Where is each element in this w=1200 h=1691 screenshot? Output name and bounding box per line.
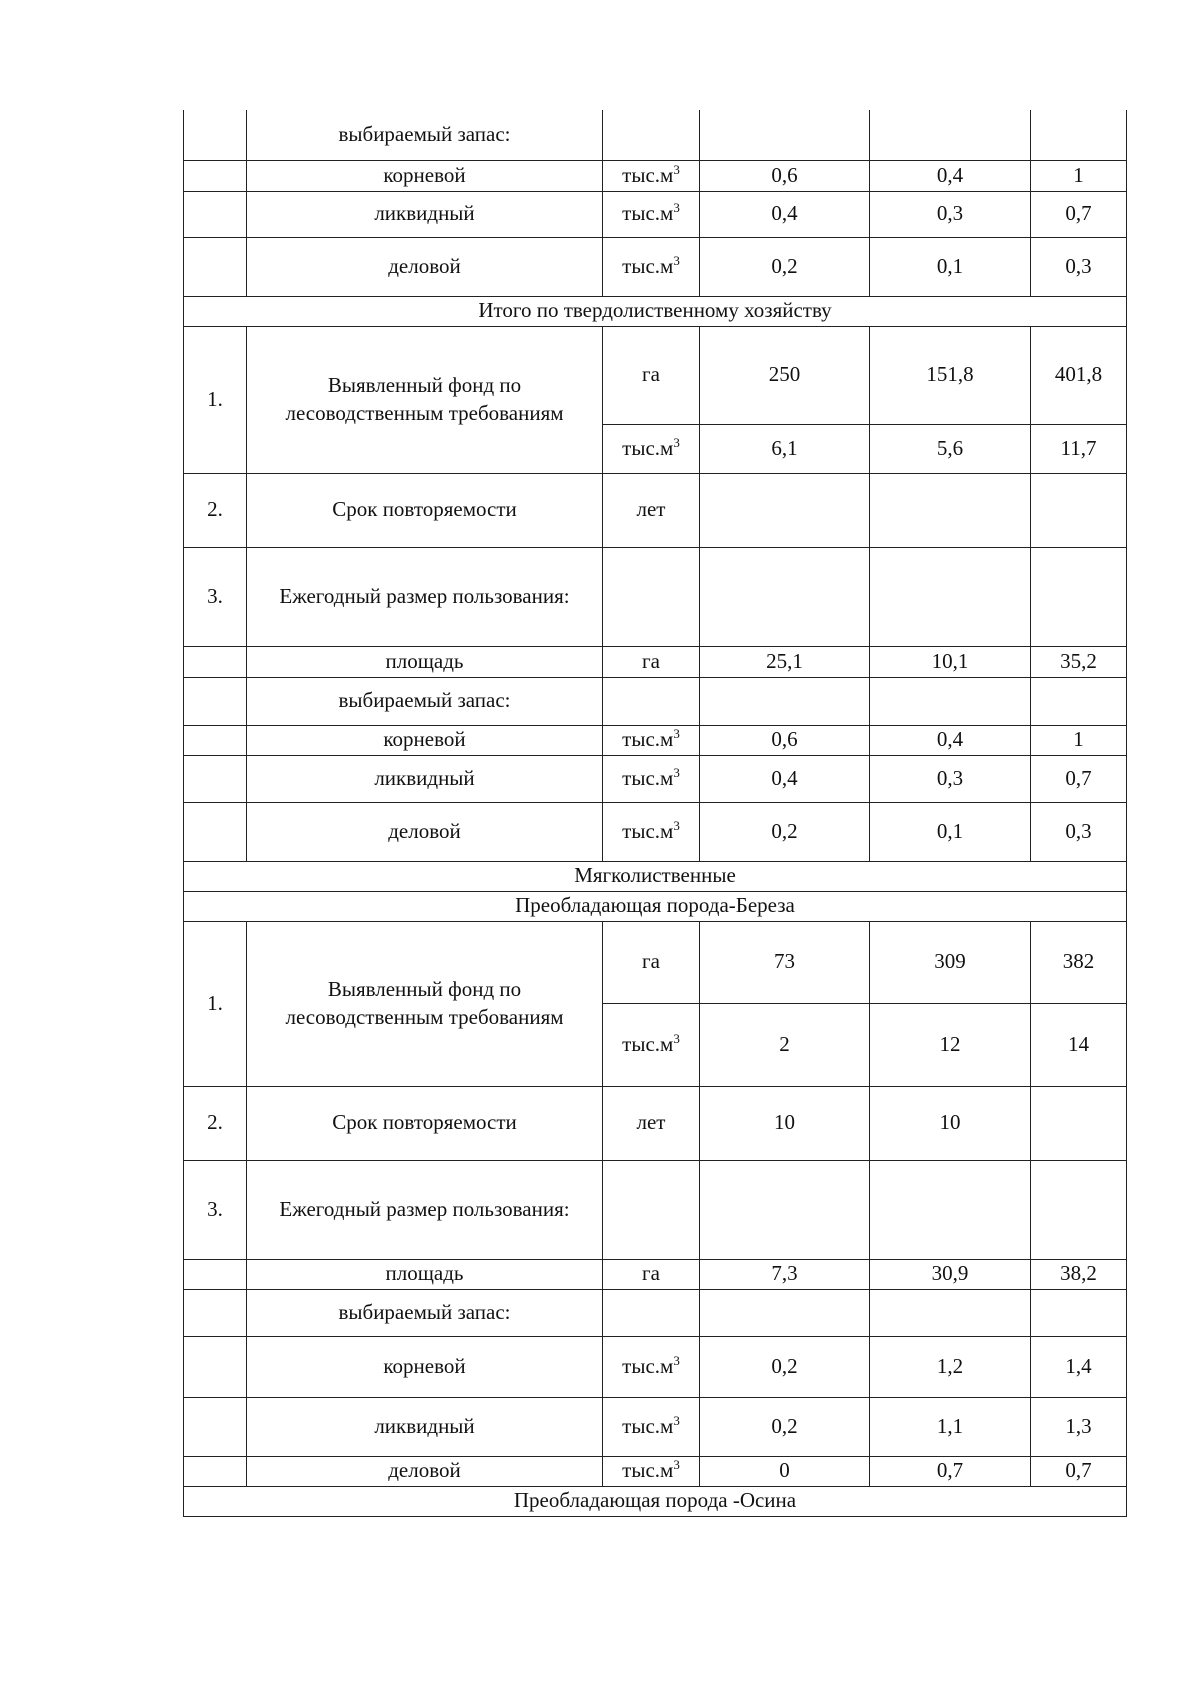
row-label: корневой: [247, 1336, 603, 1397]
row-label: ликвидный: [247, 755, 603, 802]
value-cell: 10: [700, 1086, 870, 1160]
unit-text: тыс.м: [622, 201, 674, 226]
value-cell: 0,4: [870, 725, 1031, 755]
unit-exponent: 3: [673, 726, 680, 742]
unit-cell: [603, 1289, 700, 1336]
value-cell: [870, 110, 1031, 160]
value-cell: [1031, 547, 1127, 646]
table-row: [184, 326, 1127, 424]
unit-cell: га: [603, 1259, 700, 1289]
row-number-cell: [184, 1336, 247, 1397]
row-number-cell: [184, 1397, 247, 1456]
value-cell: 1,3: [1031, 1397, 1127, 1456]
value-cell: 10: [870, 1086, 1031, 1160]
table-row: [184, 1397, 1127, 1456]
table-row: [184, 1086, 1127, 1160]
unit-cell: [603, 1456, 700, 1486]
section-header-row: [184, 891, 1127, 921]
value-cell: 0,3: [1031, 237, 1127, 296]
value-cell: 11,7: [1031, 424, 1127, 473]
value-cell: 5,6: [870, 424, 1031, 473]
value-cell: [1031, 1289, 1127, 1336]
table-row: [184, 547, 1127, 646]
table-row: [184, 1289, 1127, 1336]
unit-cell: [603, 237, 700, 296]
stock-label: выбираемый запас:: [247, 1289, 603, 1336]
unit-cell: [603, 1336, 700, 1397]
row-number-cell: [184, 237, 247, 296]
row-label: Срок повторяемости: [247, 473, 603, 547]
table-row: [184, 646, 1127, 677]
value-cell: 0,3: [870, 191, 1031, 237]
unit-exponent: 3: [673, 200, 680, 216]
row-label: Выявленный фонд по лесоводственным требованиям: [247, 921, 603, 1086]
value-cell: 1,4: [1031, 1336, 1127, 1397]
stock-label: выбираемый запас:: [247, 110, 603, 160]
table-row: [184, 921, 1127, 1003]
unit-cell: га: [603, 921, 700, 1003]
row-number-cell: [184, 1289, 247, 1336]
row-number-cell: [184, 677, 247, 725]
row-number-cell: [184, 110, 247, 160]
value-cell: 1: [1031, 725, 1127, 755]
row-label: площадь: [247, 1259, 603, 1289]
row-number-cell: [184, 191, 247, 237]
row-number-cell: [184, 1259, 247, 1289]
table-row: [184, 110, 1127, 160]
value-cell: 2: [700, 1003, 870, 1086]
species-header: Преобладающая порода-Береза: [184, 891, 1127, 921]
row-label: корневой: [247, 725, 603, 755]
row-number-cell: [184, 725, 247, 755]
unit-cell: [603, 1160, 700, 1259]
unit-text: тыс.м: [622, 253, 674, 278]
value-cell: 382: [1031, 921, 1127, 1003]
stock-label: выбираемый запас:: [247, 677, 603, 725]
unit-text: тыс.м: [622, 1413, 674, 1438]
value-cell: 38,2: [1031, 1259, 1127, 1289]
table-row: [184, 1259, 1127, 1289]
value-cell: 10,1: [870, 646, 1031, 677]
row-number: 3.: [184, 1160, 247, 1259]
value-cell: 35,2: [1031, 646, 1127, 677]
table-row: [184, 677, 1127, 725]
value-cell: 30,9: [870, 1259, 1031, 1289]
row-label: Срок повторяемости: [247, 1086, 603, 1160]
value-cell: 0,7: [1031, 191, 1127, 237]
unit-cell: [603, 755, 700, 802]
table-row: [184, 1160, 1127, 1259]
value-cell: [700, 1160, 870, 1259]
table-row: [184, 1456, 1127, 1486]
value-cell: [1031, 1160, 1127, 1259]
row-label: площадь: [247, 646, 603, 677]
unit-cell: [603, 160, 700, 191]
value-cell: [700, 1289, 870, 1336]
value-cell: [1031, 1086, 1127, 1160]
table-row: [184, 1336, 1127, 1397]
value-cell: 0,2: [700, 1397, 870, 1456]
table-row: [184, 191, 1127, 237]
unit-cell: лет: [603, 1086, 700, 1160]
unit-cell: [603, 424, 700, 473]
unit-exponent: 3: [673, 1030, 680, 1046]
value-cell: 6,1: [700, 424, 870, 473]
unit-cell: [603, 547, 700, 646]
value-cell: 7,3: [700, 1259, 870, 1289]
value-cell: [870, 1160, 1031, 1259]
unit-text: тыс.м: [622, 1458, 674, 1483]
value-cell: 1,1: [870, 1397, 1031, 1456]
section-header: Итого по твердолиственному хозяйству: [184, 296, 1127, 326]
unit-cell: га: [603, 326, 700, 424]
unit-exponent: 3: [673, 1457, 680, 1473]
table-row: [184, 160, 1127, 191]
table-row: [184, 473, 1127, 547]
unit-exponent: 3: [673, 1352, 680, 1368]
value-cell: 0,4: [870, 160, 1031, 191]
unit-exponent: 3: [673, 1412, 680, 1428]
unit-exponent: 3: [673, 161, 680, 177]
row-number-cell: [184, 646, 247, 677]
row-label: ликвидный: [247, 191, 603, 237]
group-header: Мягколиственные: [184, 861, 1127, 891]
value-cell: [870, 677, 1031, 725]
row-number: 2.: [184, 1086, 247, 1160]
unit-text: тыс.м: [622, 162, 674, 187]
unit-cell: [603, 802, 700, 861]
value-cell: 25,1: [700, 646, 870, 677]
row-number: 1.: [184, 326, 247, 473]
value-cell: [700, 547, 870, 646]
row-label: Выявленный фонд по лесоводственным требованиям: [247, 326, 603, 473]
unit-cell: [603, 1003, 700, 1086]
unit-exponent: 3: [673, 764, 680, 780]
unit-cell: [603, 191, 700, 237]
value-cell: 0,2: [700, 1336, 870, 1397]
value-cell: [1031, 473, 1127, 547]
value-cell: 0,7: [1031, 755, 1127, 802]
value-cell: [1031, 110, 1127, 160]
value-cell: 0,3: [870, 755, 1031, 802]
value-cell: 1: [1031, 160, 1127, 191]
value-cell: 0,3: [1031, 802, 1127, 861]
value-cell: 401,8: [1031, 326, 1127, 424]
value-cell: 0,4: [700, 755, 870, 802]
row-label: Ежегодный размер пользования:: [247, 547, 603, 646]
unit-text: тыс.м: [622, 435, 674, 460]
unit-text: тыс.м: [622, 1353, 674, 1378]
unit-cell: лет: [603, 473, 700, 547]
value-cell: [1031, 677, 1127, 725]
unit-cell: [603, 1397, 700, 1456]
value-cell: 0: [700, 1456, 870, 1486]
unit-exponent: 3: [673, 817, 680, 833]
row-label: ликвидный: [247, 1397, 603, 1456]
value-cell: 12: [870, 1003, 1031, 1086]
unit-cell: [603, 725, 700, 755]
value-cell: 0,1: [870, 802, 1031, 861]
row-label: Ежегодный размер пользования:: [247, 1160, 603, 1259]
value-cell: 0,6: [700, 160, 870, 191]
value-cell: [700, 677, 870, 725]
row-number-cell: [184, 1456, 247, 1486]
row-number: 2.: [184, 473, 247, 547]
value-cell: 250: [700, 326, 870, 424]
value-cell: 73: [700, 921, 870, 1003]
unit-text: тыс.м: [622, 818, 674, 843]
value-cell: 151,8: [870, 326, 1031, 424]
unit-text: тыс.м: [622, 765, 674, 790]
unit-cell: [603, 677, 700, 725]
unit-text: тыс.м: [622, 727, 674, 752]
row-number: 3.: [184, 547, 247, 646]
value-cell: [700, 110, 870, 160]
table-row: [184, 237, 1127, 296]
unit-text: тыс.м: [622, 1031, 674, 1056]
value-cell: 0,7: [870, 1456, 1031, 1486]
value-cell: 0,7: [1031, 1456, 1127, 1486]
table-row: [184, 755, 1127, 802]
value-cell: 14: [1031, 1003, 1127, 1086]
table-row: [184, 725, 1127, 755]
value-cell: 0,6: [700, 725, 870, 755]
row-label: корневой: [247, 160, 603, 191]
section-header-row: [184, 1486, 1127, 1516]
row-number-cell: [184, 755, 247, 802]
value-cell: 0,4: [700, 191, 870, 237]
value-cell: [870, 547, 1031, 646]
section-header-row: [184, 861, 1127, 891]
row-label: деловой: [247, 1456, 603, 1486]
row-number: 1.: [184, 921, 247, 1086]
table-row: [184, 802, 1127, 861]
unit-exponent: 3: [673, 434, 680, 450]
value-cell: [870, 473, 1031, 547]
value-cell: 0,2: [700, 237, 870, 296]
species-header: Преобладающая порода -Осина: [184, 1486, 1127, 1516]
unit-cell: [603, 110, 700, 160]
value-cell: 0,1: [870, 237, 1031, 296]
unit-cell: га: [603, 646, 700, 677]
value-cell: 1,2: [870, 1336, 1031, 1397]
value-cell: 309: [870, 921, 1031, 1003]
value-cell: [870, 1289, 1031, 1336]
value-cell: [700, 473, 870, 547]
value-cell: 0,2: [700, 802, 870, 861]
unit-exponent: 3: [673, 252, 680, 268]
section-header-row: [184, 296, 1127, 326]
row-label: деловой: [247, 237, 603, 296]
forest-use-table: [183, 110, 1127, 1517]
row-number-cell: [184, 160, 247, 191]
row-number-cell: [184, 802, 247, 861]
row-label: деловой: [247, 802, 603, 861]
